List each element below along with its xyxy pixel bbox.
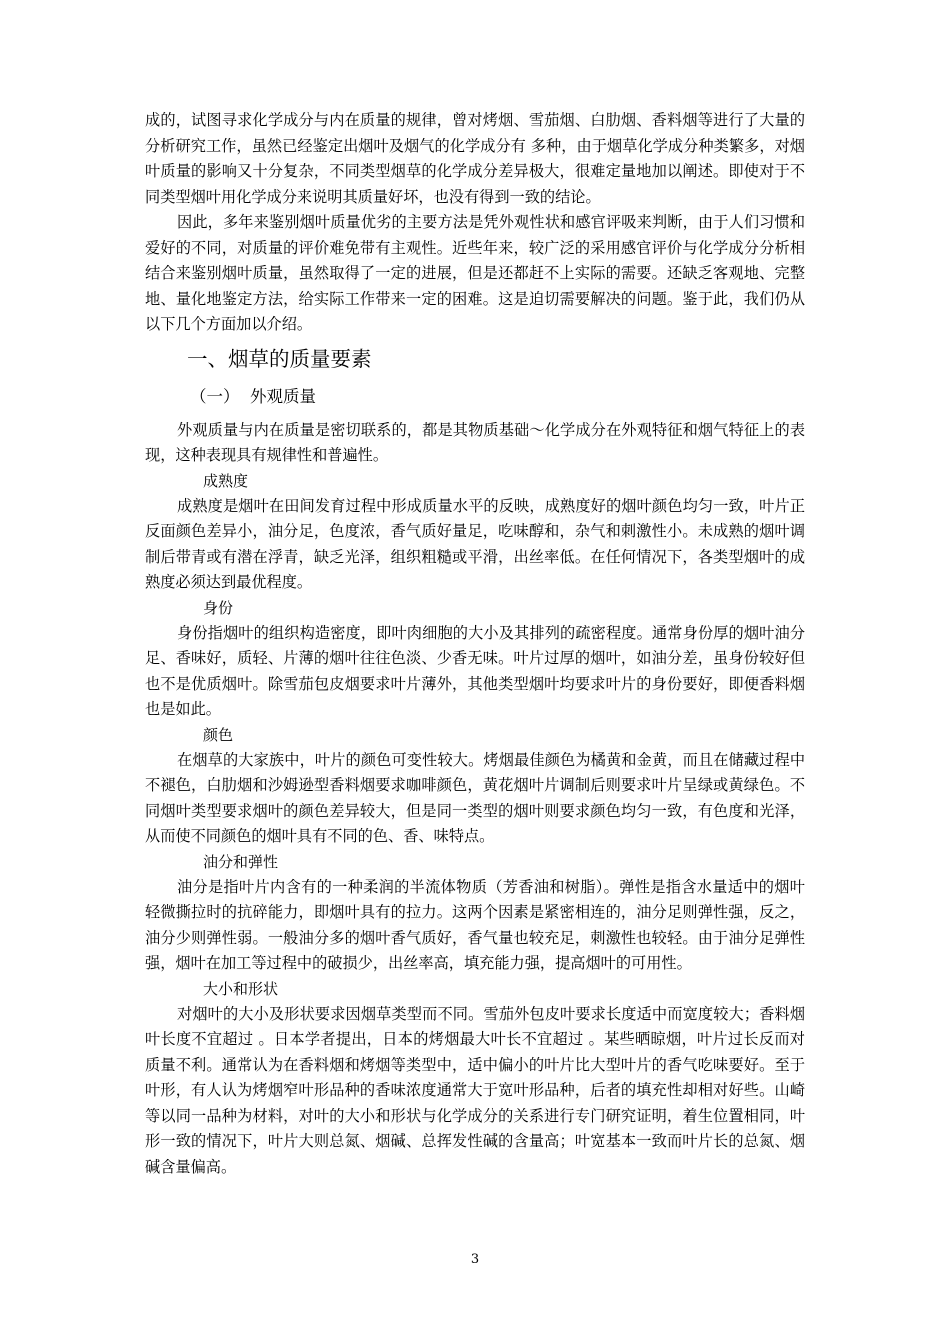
item-paragraph: 身份指烟叶的组织构造密度，即叶肉细胞的大小及其排列的疏密程度。通常身份厚的烟叶油分足、香味好，质轻、片薄的烟叶往往色淡、少香无味。叶片过厚的烟叶，如油分差，虽身份较好但也不是优质烟叶。除雪茄包皮烟要求叶片薄外，其他类型烟叶均要求叶片的身份要好，即便香料烟也是如此。 [145,623,805,718]
page-number: 3 [470,1252,480,1267]
subsection-intro: 外观质量与内在质量是密切联系的，都是其物质基础～化学成分在外观特征和烟气特征上的表现，这种表现具有规律性和普遍性。 [145,420,805,464]
item-paragraph: 成熟度是烟叶在田间发育过程中形成质量水平的反映，成熟度好的烟叶颜色均匀一致，叶片正反面颜色差异小，油分足，色度浓，香气质好量足，吃味醇和，杂气和刺激性小。未成熟的烟叶调制后带青或有潜在浮青，缺乏光泽，组织粗糙或平滑，出丝率低。在任何情况下，各类型烟叶的成熟度必须达到最优程度。 [145,496,805,591]
item-paragraph: 在烟草的大家族中，叶片的颜色可变性较大。烤烟最佳颜色为橘黄和金黄，而且在储藏过程中不褪色，白肋烟和沙姆逊型香料烟要求咖啡颜色，黄花烟叶片调制后则要求叶片呈绿或黄绿色。不同烟叶类型要求烟叶的颜色差异较大，但是同一类型的烟叶则要求颜色均匀一致，有色度和光泽，从而使不同颜色的烟叶具有不同的色、香、味特点。 [145,750,805,845]
continuation-paragraph: 成的，试图寻求化学成分与内在质量的规律，曾对烤烟、雪茄烟、白肋烟、香料烟等进行了大量的分析研究工作，虽然已经鉴定出烟叶及烟气的化学成分有 多种，由于烟草化学成分种类繁多，对烟叶质量的影响又十分复杂，不同类型烟草的化学成分差异极大，很难定量地加以阐述。即使对于不同类型烟叶用化学成分来说明其质量好坏，也没有得到一致的结论。 [145,111,805,206]
item-paragraph: 对烟叶的大小及形状要求因烟草类型而不同。雪茄外包皮叶要求长度适中而宽度较大；香料烟叶长度不宜超过 。日本学者提出，日本的烤烟最大叶长不宜超过 。某些晒晾烟，叶片过长反而对质量不利。通常认为在香料烟和烤烟等类型中，适中偏小的叶片比大型叶片的香气吃味要好。至于叶形，有人认为烤烟窄叶形品种的香味浓度通常大于宽叶形品种，后者的填充性却相对好些。山崎等以同一品种为材料，对叶的大小和形状与化学成分的关系进行专门研究证明，着生位置相同，叶形一致的情况下，叶片大则总氮、烟碱、总挥发性碱的含量高；叶宽基本一致而叶片长的总氮、烟碱含量偏高。 [145,1004,805,1176]
item-paragraph: 油分是指叶片内含有的一种柔润的半流体物质（芳香油和树脂）。弹性是指含水量适中的烟叶轻微撕拉时的抗碎能力，即烟叶具有的拉力。这两个因素是紧密相连的，油分足则弹性强，反之，油分少则弹性弱。一般油分多的烟叶香气质好，香气量也较充足，刺激性也较轻。由于油分足弹性强，烟叶在加工等过程中的破损少，出丝率高，填充能力强，提高烟叶的可用性。 [145,877,805,972]
section-heading: 一、烟草的质量要素 [187,346,372,371]
paragraph: 因此，多年来鉴别烟叶质量优劣的主要方法是凭外观性状和感官评吸来判断，由于人们习惯和爱好的不同，对质量的评价难免带有主观性。近些年来，较广泛的采用感官评价与化学成分分析相结合来鉴别烟叶质量，虽然取得了一定的进展，但是还都赶不上实际的需要。还缺乏客观地、完整地、量化地鉴定方法，给实际工作带来一定的困难。这是迫切需要解决的问题。鉴于此，我们仍从以下几个方面加以介绍。 [145,213,805,333]
subsection-heading: （一） 外观质量 [190,386,316,406]
item-heading: 身份 [203,598,234,617]
body-text [145,108,805,1180]
item-heading: 大小和形状 [203,979,279,998]
item-heading: 颜色 [203,725,234,744]
item-heading: 油分和弹性 [203,852,279,871]
item-heading: 成熟度 [203,471,249,490]
